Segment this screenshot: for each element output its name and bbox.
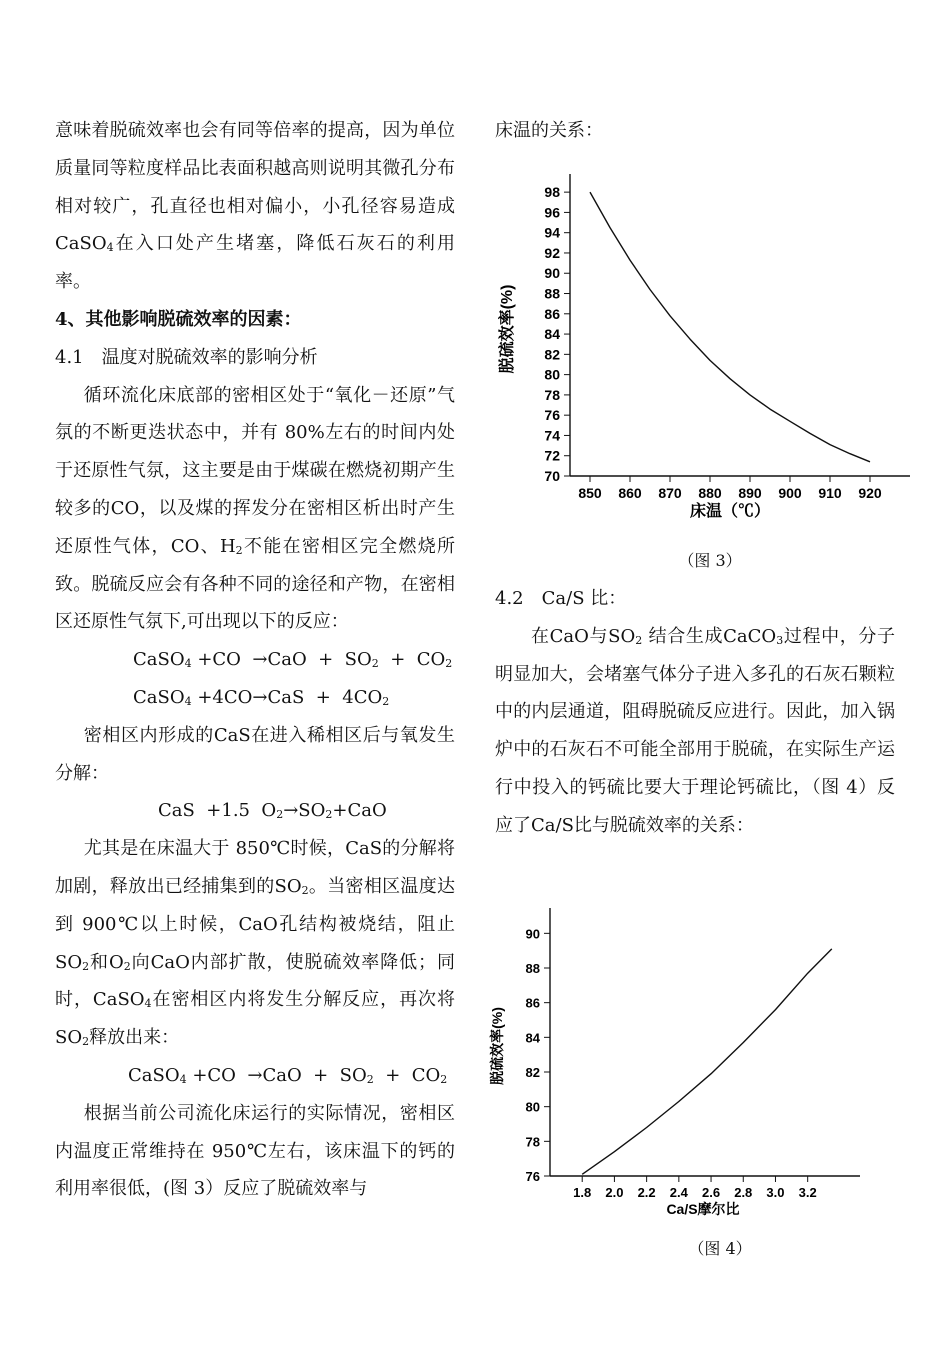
x-tick-label: 890 <box>738 485 762 501</box>
paragraph-temperature: 循环流化床底部的密相区处于“氧化－还原”气氛的不断更迭状态中，并有 80%左右的时间内处于还原性气氛，这主要是由于煤碳在燃烧初期产生较多的CO，以及煤的挥发分在密相区析出时产生还原性气体，CO、H2不能在密相区完全燃烧所致。脱硫反应会有各种不同的途径和产物，在密相区还原性气氛下,可出现以下的反应： <box>55 384 455 633</box>
section-heading-4: 4、其他影响脱硫效率的因素： <box>55 308 302 330</box>
x-tick-label: 2.2 <box>637 1185 656 1200</box>
paragraph-ca-s-ratio: 在CaO与SO2 结合生成CaCO3过程中，分子明显加大，会堵塞气体分子进入多孔的石灰石颗粒中的内层通道，阻碍脱硫反应进行。因此，加入锅炉中的石灰石不可能全部用于脱硫，在实际生产运行中投入的钙硫比要大于理论钙硫比，（图 4）反应了Ca/S比与脱硫效率的关系： <box>495 625 896 836</box>
left-column <box>55 112 455 1208</box>
figure-3-chart <box>490 160 920 530</box>
y-tick-label: 72 <box>544 447 560 464</box>
x-tick-label: 910 <box>818 485 842 501</box>
x-tick-label: 2.4 <box>669 1185 688 1200</box>
series-line <box>582 949 832 1174</box>
series-line <box>590 192 870 462</box>
x-tick-label: 880 <box>698 485 722 501</box>
y-tick-label: 86 <box>525 995 540 1011</box>
y-tick-label: 76 <box>525 1169 540 1184</box>
paragraph-bed-temperature: 尤其是在床温大于 850℃时候，CaS的分解将加剧，释放出已经捕集到的SO2。当密相区温度达到 900℃以上时候，CaO孔结构被烧结，阻止SO2和O2向CaO内部扩散，使脱硫效率降低；同时，CaSO4在密相区内将发生分解反应，再次将SO2释放出来： <box>55 838 456 1049</box>
y-tick-label: 98 <box>544 184 560 201</box>
figure-4-caption: （图 4） <box>688 1239 752 1258</box>
figure-4-chart <box>488 890 868 1230</box>
y-tick-label: 88 <box>544 285 560 302</box>
paragraph-current-status: 根据当前公司流化床运行的实际情况，密相区内温度正常维持在 950℃左右，该床温下的钙的利用率很低，(图 3）反应了脱硫效率与 <box>55 1102 455 1200</box>
x-tick-label: 2.6 <box>702 1185 721 1200</box>
y-tick-label: 76 <box>544 407 560 424</box>
y-tick-label: 82 <box>544 346 560 363</box>
right-column <box>495 112 895 150</box>
section-heading-4-2: 4.2 Ca/S 比： <box>495 588 627 609</box>
y-tick-label: 88 <box>525 961 540 976</box>
right-column-lower <box>495 580 895 845</box>
y-tick-label: 90 <box>544 265 560 282</box>
x-tick-label: 2.8 <box>734 1185 753 1200</box>
x-tick-label: 2.0 <box>605 1185 624 1200</box>
x-tick-label: 3.0 <box>766 1185 785 1200</box>
equation-4: CaSO4 +CO →CaO + SO2 + CO2 <box>128 1064 448 1086</box>
y-tick-label: 80 <box>544 366 560 383</box>
y-tick-label: 78 <box>544 386 560 403</box>
y-tick-label: 90 <box>525 926 540 942</box>
x-tick-label: 860 <box>618 485 642 501</box>
x-tick-label: 900 <box>778 485 802 501</box>
x-tick-label: 3.2 <box>798 1185 817 1200</box>
y-tick-label: 84 <box>525 1030 540 1046</box>
y-tick-label: 96 <box>544 204 560 221</box>
y-tick-label: 94 <box>544 224 560 241</box>
paragraph-cas: 密相区内形成的CaS在进入稀相区后与氧发生分解： <box>55 724 455 784</box>
x-tick-label: 850 <box>578 485 602 501</box>
y-tick-label: 78 <box>525 1134 540 1150</box>
x-tick-label: 870 <box>658 485 682 501</box>
y-tick-label: 82 <box>525 1065 540 1080</box>
x-tick-label: 920 <box>858 485 882 501</box>
y-tick-label: 80 <box>525 1099 540 1115</box>
y-tick-label: 92 <box>544 244 560 261</box>
y-tick-label: 84 <box>544 326 560 343</box>
equation-2: CaSO4 +4CO→CaS + 4CO2 <box>133 686 390 708</box>
paragraph-intro: 意味着脱硫效率也会有同等倍率的提高，因为单位质量同等粒度样品比表面积越高则说明其微孔分布相对较广，孔直径也相对偏小，小孔径容易造成CaSO4在入口处产生堵塞，降低石灰石的利用率。 <box>55 120 455 293</box>
y-tick-label: 70 <box>544 468 560 484</box>
figure-3-caption: （图 3） <box>678 551 742 570</box>
y-tick-label: 74 <box>544 427 560 444</box>
section-heading-4-1: 4.1 温度对脱硫效率的影响分析 <box>55 346 318 368</box>
x-axis-label: 床温（℃） <box>689 503 771 520</box>
y-axis-label: 脱硫效率(%) <box>489 1007 505 1085</box>
x-axis-label: Ca/S摩尔比 <box>666 1201 740 1217</box>
x-tick-label: 1.8 <box>573 1185 592 1200</box>
paragraph-continued: 床温的关系： <box>495 120 603 141</box>
y-tick-label: 86 <box>544 305 560 322</box>
y-axis-label: 脱硫效率(%) <box>499 284 516 374</box>
equation-1: CaSO4 +CO →CaO + SO2 + CO2 <box>133 649 453 671</box>
equation-3: CaS +1.5 O2→SO2+CaO <box>158 800 387 822</box>
